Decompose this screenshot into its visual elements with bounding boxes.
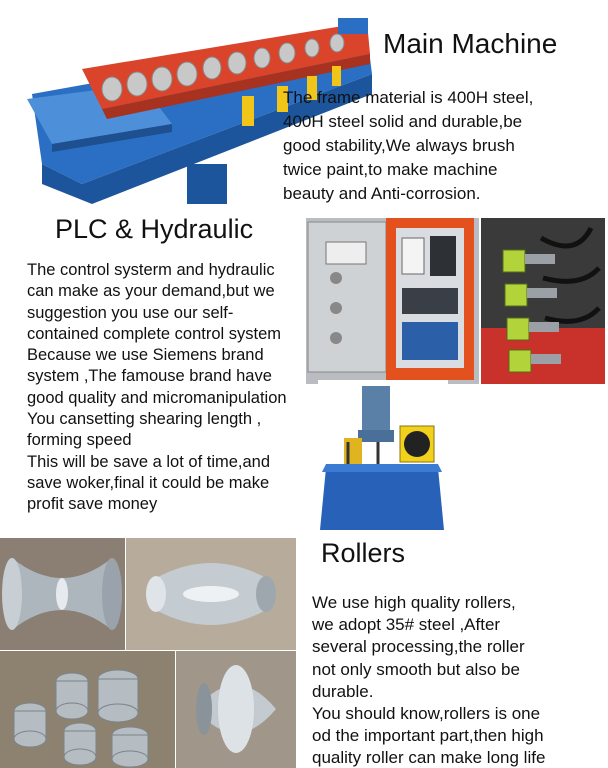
roller-photo-concave [0,538,125,650]
roller-photo-single [176,651,296,768]
hydraulic-valve-photo [481,218,605,384]
hydraulic-station-photo [318,380,448,536]
control-cabinet-photo [306,218,479,384]
main-machine-section [0,0,608,212]
roller-photo-stack [0,651,175,768]
main-machine-description: The frame material is 400H steel, 400H steel solid and durable,be good stability,We always brush twice paint,to make machine beauty and Anti-corrosion. [283,88,534,203]
plc-hydraulic-title: PLC & Hydraulic [55,214,254,244]
roller-photo-convex [126,538,296,650]
main-machine-title: Main Machine [383,28,558,59]
plc-hydraulic-description: The control systerm and hydraulic can make as your demand,but we suggestion you use our self- contained complete control system Because we use Siemens brand system ,The famouse brand have good quality and micromanipulation You cansetting shearing length , forming speed This will be save a lot of time,and save woker,final it could be make profit save money [27,261,287,514]
rollers-description: We use high quality rollers, we adopt 35# steel ,After several processing,the roller not only smooth but also be durable. You should know,rollers is one od the important part,then high quality roller can make long life [312,593,546,768]
rollers-title: Rollers [321,538,406,568]
rollers-section [0,538,608,768]
plc-hydraulic-section [0,212,608,538]
